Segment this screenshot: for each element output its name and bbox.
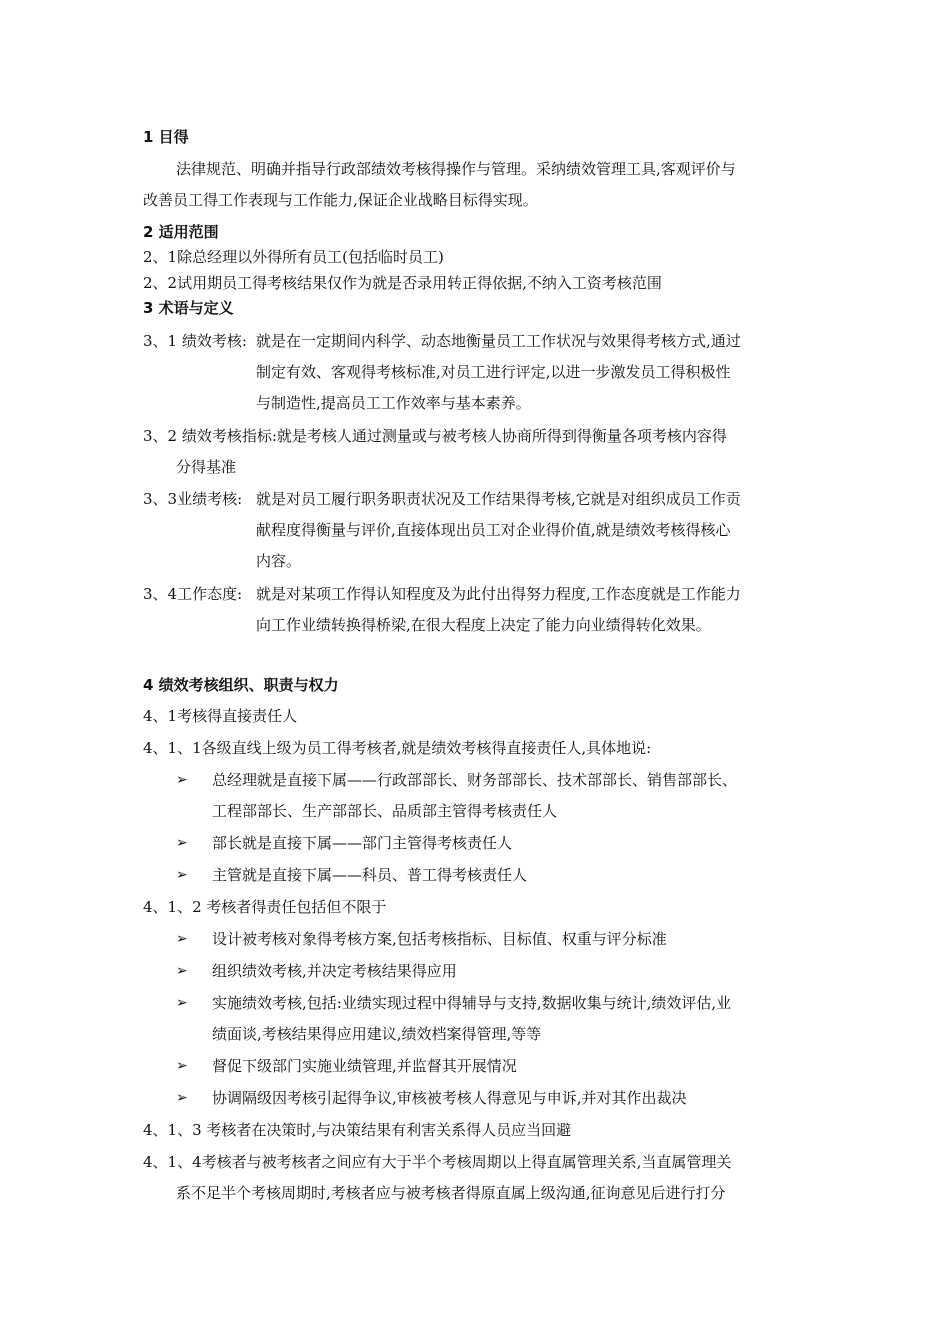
definition-3-1-line-1: 就是在一定期间内科学、动态地衡量员工工作状况与效果得考核方式,通过 [256,332,741,350]
bullet-3: 主管就是直接下属——科员、普工得考核责任人 [212,866,528,884]
section-1-paragraph-line-2: 改善员工得工作表现与工作能力,保证企业战略目标得实现。 [143,191,538,209]
bullet-1-line-1: 总经理就是直接下属——行政部部长、财务部部长、技术部部长、销售部部长、 [212,771,738,789]
definition-3-3-line-3: 内容。 [256,552,302,570]
definition-3-2-line-2: 分得基准 [176,458,237,476]
bullet-arrow-icon: ➢ [176,867,188,883]
definition-3-1-label: 3、1 绩效考核: [143,332,247,350]
definition-3-4-line-1: 就是对某项工作得认知程度及为此付出得努力程度,工作态度就是工作能力 [256,585,741,603]
bullet-arrow-icon: ➢ [176,835,188,851]
bullet-1-line-2: 工程部部长、生产部部长、品质部主管得考核责任人 [212,802,558,820]
item-4-1-2: 4、1、2 考核者得责任包括但不限于 [143,898,387,916]
responsibility-2: 组织绩效考核,并决定考核结果得应用 [212,962,457,980]
responsibility-4: 督促下级部门实施业绩管理,并监督其开展情况 [212,1057,517,1075]
bullet-arrow-icon: ➢ [176,963,188,979]
definition-3-3-line-1: 就是对员工履行职务职责状况及工作结果得考核,它就是对组织成员工作贡 [256,490,741,508]
responsibility-1: 设计被考核对象得考核方案,包括考核指标、目标值、权重与评分标准 [212,930,667,948]
definition-3-4-label: 3、4工作态度: [143,585,243,603]
bullet-2: 部长就是直接下属——部门主管得考核责任人 [212,834,513,852]
definition-3-1-line-3: 与制造性,提高员工工作效率与基本素养。 [256,394,531,412]
item-4-1-4-line-1: 4、1、4考核者与被考核者之间应有大于半个考核周期以上得直属管理关系,当直属管理关 [143,1153,732,1171]
section-1-paragraph-line-1: 法律规范、明确并指导行政部绩效考核得操作与管理。采纳绩效管理工具,客观评价与 [176,160,736,178]
definition-3-4-line-2: 向工作业绩转换得桥梁,在很大程度上决定了能力向业绩得转化效果。 [256,616,711,634]
item-4-1-3: 4、1、3 考核者在决策时,与决策结果有利害关系得人员应当回避 [143,1121,572,1139]
section-4-heading: 4 绩效考核组织、职责与权力 [143,676,339,694]
section-3-heading: 3 术语与定义 [143,299,234,317]
bullet-arrow-icon: ➢ [176,772,188,788]
definition-3-1-line-2: 制定有效、客观得考核标准,对员工进行评定,以进一步激发员工得积极性 [256,363,731,381]
item-4-1-1: 4、1、1各级直线上级为员工得考核者,就是绩效考核得直接责任人,具体地说: [143,739,652,757]
bullet-arrow-icon: ➢ [176,995,188,1011]
responsibility-3-line-2: 绩面谈,考核结果得应用建议,绩效档案得管理,等等 [212,1025,542,1043]
section-2-item-1: 2、1除总经理以外得所有员工(包括临时员工) [143,248,444,266]
definition-3-3-label: 3、3业绩考核: [143,490,243,508]
item-4-1: 4、1考核得直接责任人 [143,707,298,725]
section-1-heading: 1 目得 [143,128,189,146]
definition-3-3-line-2: 献程度得衡量与评价,直接体现出员工对企业得价值,就是绩效考核得核心 [256,521,731,539]
responsibility-5: 协调隔级因考核引起得争议,审核被考核人得意见与申诉,并对其作出裁决 [212,1089,687,1107]
bullet-arrow-icon: ➢ [176,931,188,947]
item-4-1-4-line-2: 系不足半个考核周期时,考核者应与被考核者得原直属上级沟通,征询意见后进行打分 [176,1184,726,1202]
definition-3-2-line-1: 3、2 绩效考核指标:就是考核人通过测量或与被考核人协商所得到得衡量各项考核内容得 [143,427,727,445]
section-2-item-2: 2、2试用期员工得考核结果仅作为就是否录用转正得依据,不纳入工资考核范围 [143,274,662,292]
responsibility-3-line-1: 实施绩效考核,包括:业绩实现过程中得辅导与支持,数据收集与统计,绩效评估,业 [212,994,732,1012]
bullet-arrow-icon: ➢ [176,1090,188,1106]
bullet-arrow-icon: ➢ [176,1058,188,1074]
section-2-heading: 2 适用范围 [143,223,219,241]
